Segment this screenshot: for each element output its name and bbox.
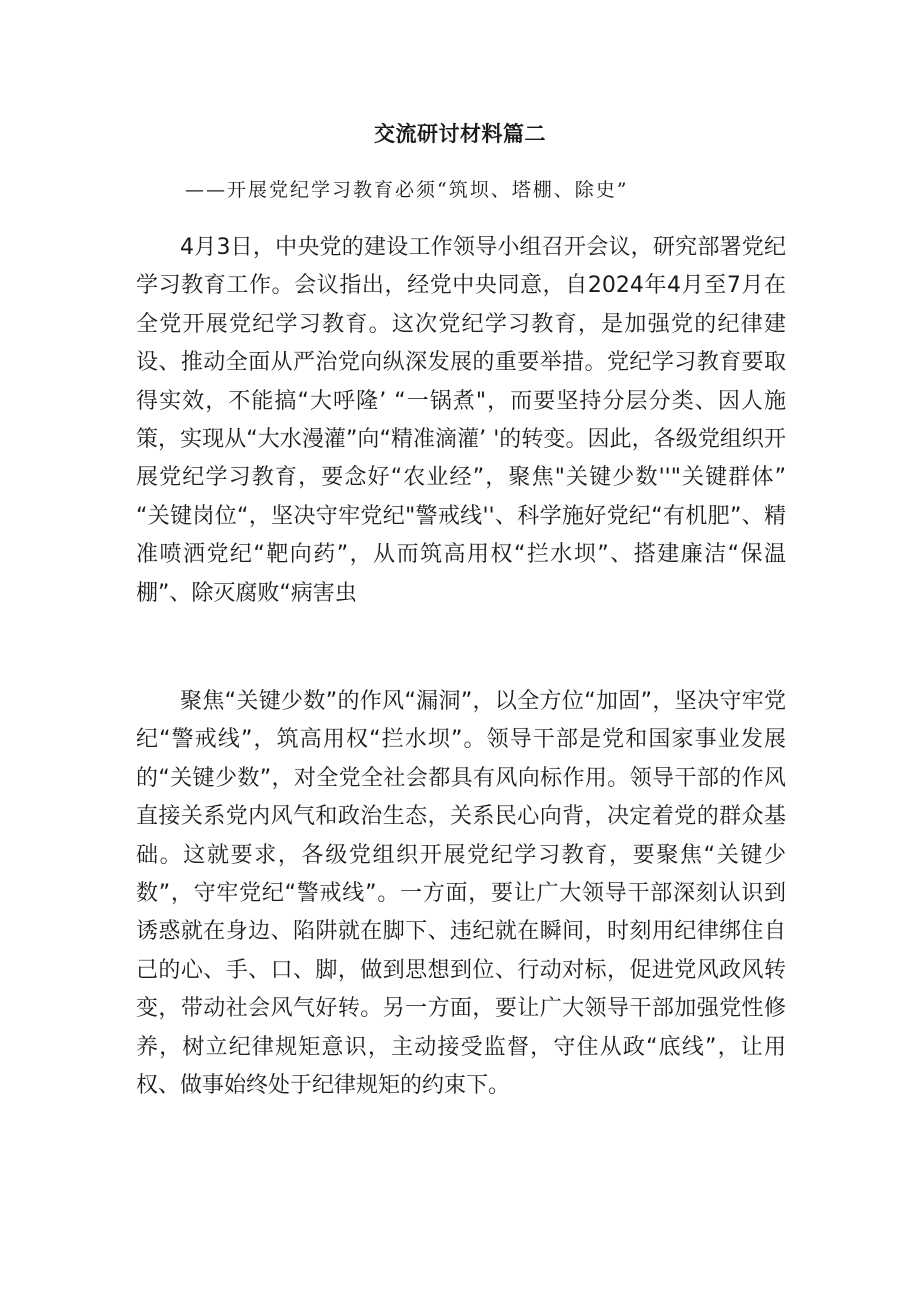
paragraph-2: 聚焦“关键少数”的作风“漏洞”，以全方位“加固”，坚决守牢党纪“警戒线”，筑高用权“拦水坝”。领导干部是党和国家事业发展的“关键少数”，对全党全社会都具有风向标作用。领导干部的作风直接关系党内风气和政治生态，关系民心向背，决定着党的群众基础。这就要求，各级党组织开展党纪学习教育，要聚焦“关键少数”，守牢党纪“警戒线”。一方面，要让广大领导干部深刻认识到诱惑就在身边、陷阱就在脚下、违纪就在瞬间，时刻用纪律绑住自己的心、手、口、脚，做到思想到位、行动对标，促进党风政风转变，带动社会风气好转。另一方面，要让广大领导干部加强党性修养，树立纪律规矩意识，主动接受监督，守住从政“底线”，让用权、做事始终处于纪律规矩的约束下。 (136, 689, 786, 1099)
document-subtitle: ——开展党纪学习教育必须“筑坝、塔棚、除史” (185, 179, 629, 201)
document-title: 交流研讨材料篇二 (374, 122, 546, 146)
paragraph-1: 4月3日，中央党的建设工作领导小组召开会议，研究部署党纪学习教育工作。会议指出，经党中央同意，自2024年4月至7月在全党开展党纪学习教育。这次党纪学习教育，是加强党的纪律建设、推动全面从严治党向纵深发展的重要举措。党纪学习教育要取得实效，不能搞“大呼隆’ “一锅煮"，而要坚持分层分类、因人施策，实现从“大水漫灌”向“精准滴灌’ '的转变。因此，各级党组织开展党纪学习教育，要念好“农业经”，聚焦"关键少数''"关键群体” “关键岗位“，坚决守牢党纪"警戒线''、科学施好党纪“有机肥”、精准喷洒党纪“靶向药”，从而筑高用权“拦水坝”、搭建廉洁“保温棚”、除灭腐败“病害虫 (136, 235, 786, 606)
